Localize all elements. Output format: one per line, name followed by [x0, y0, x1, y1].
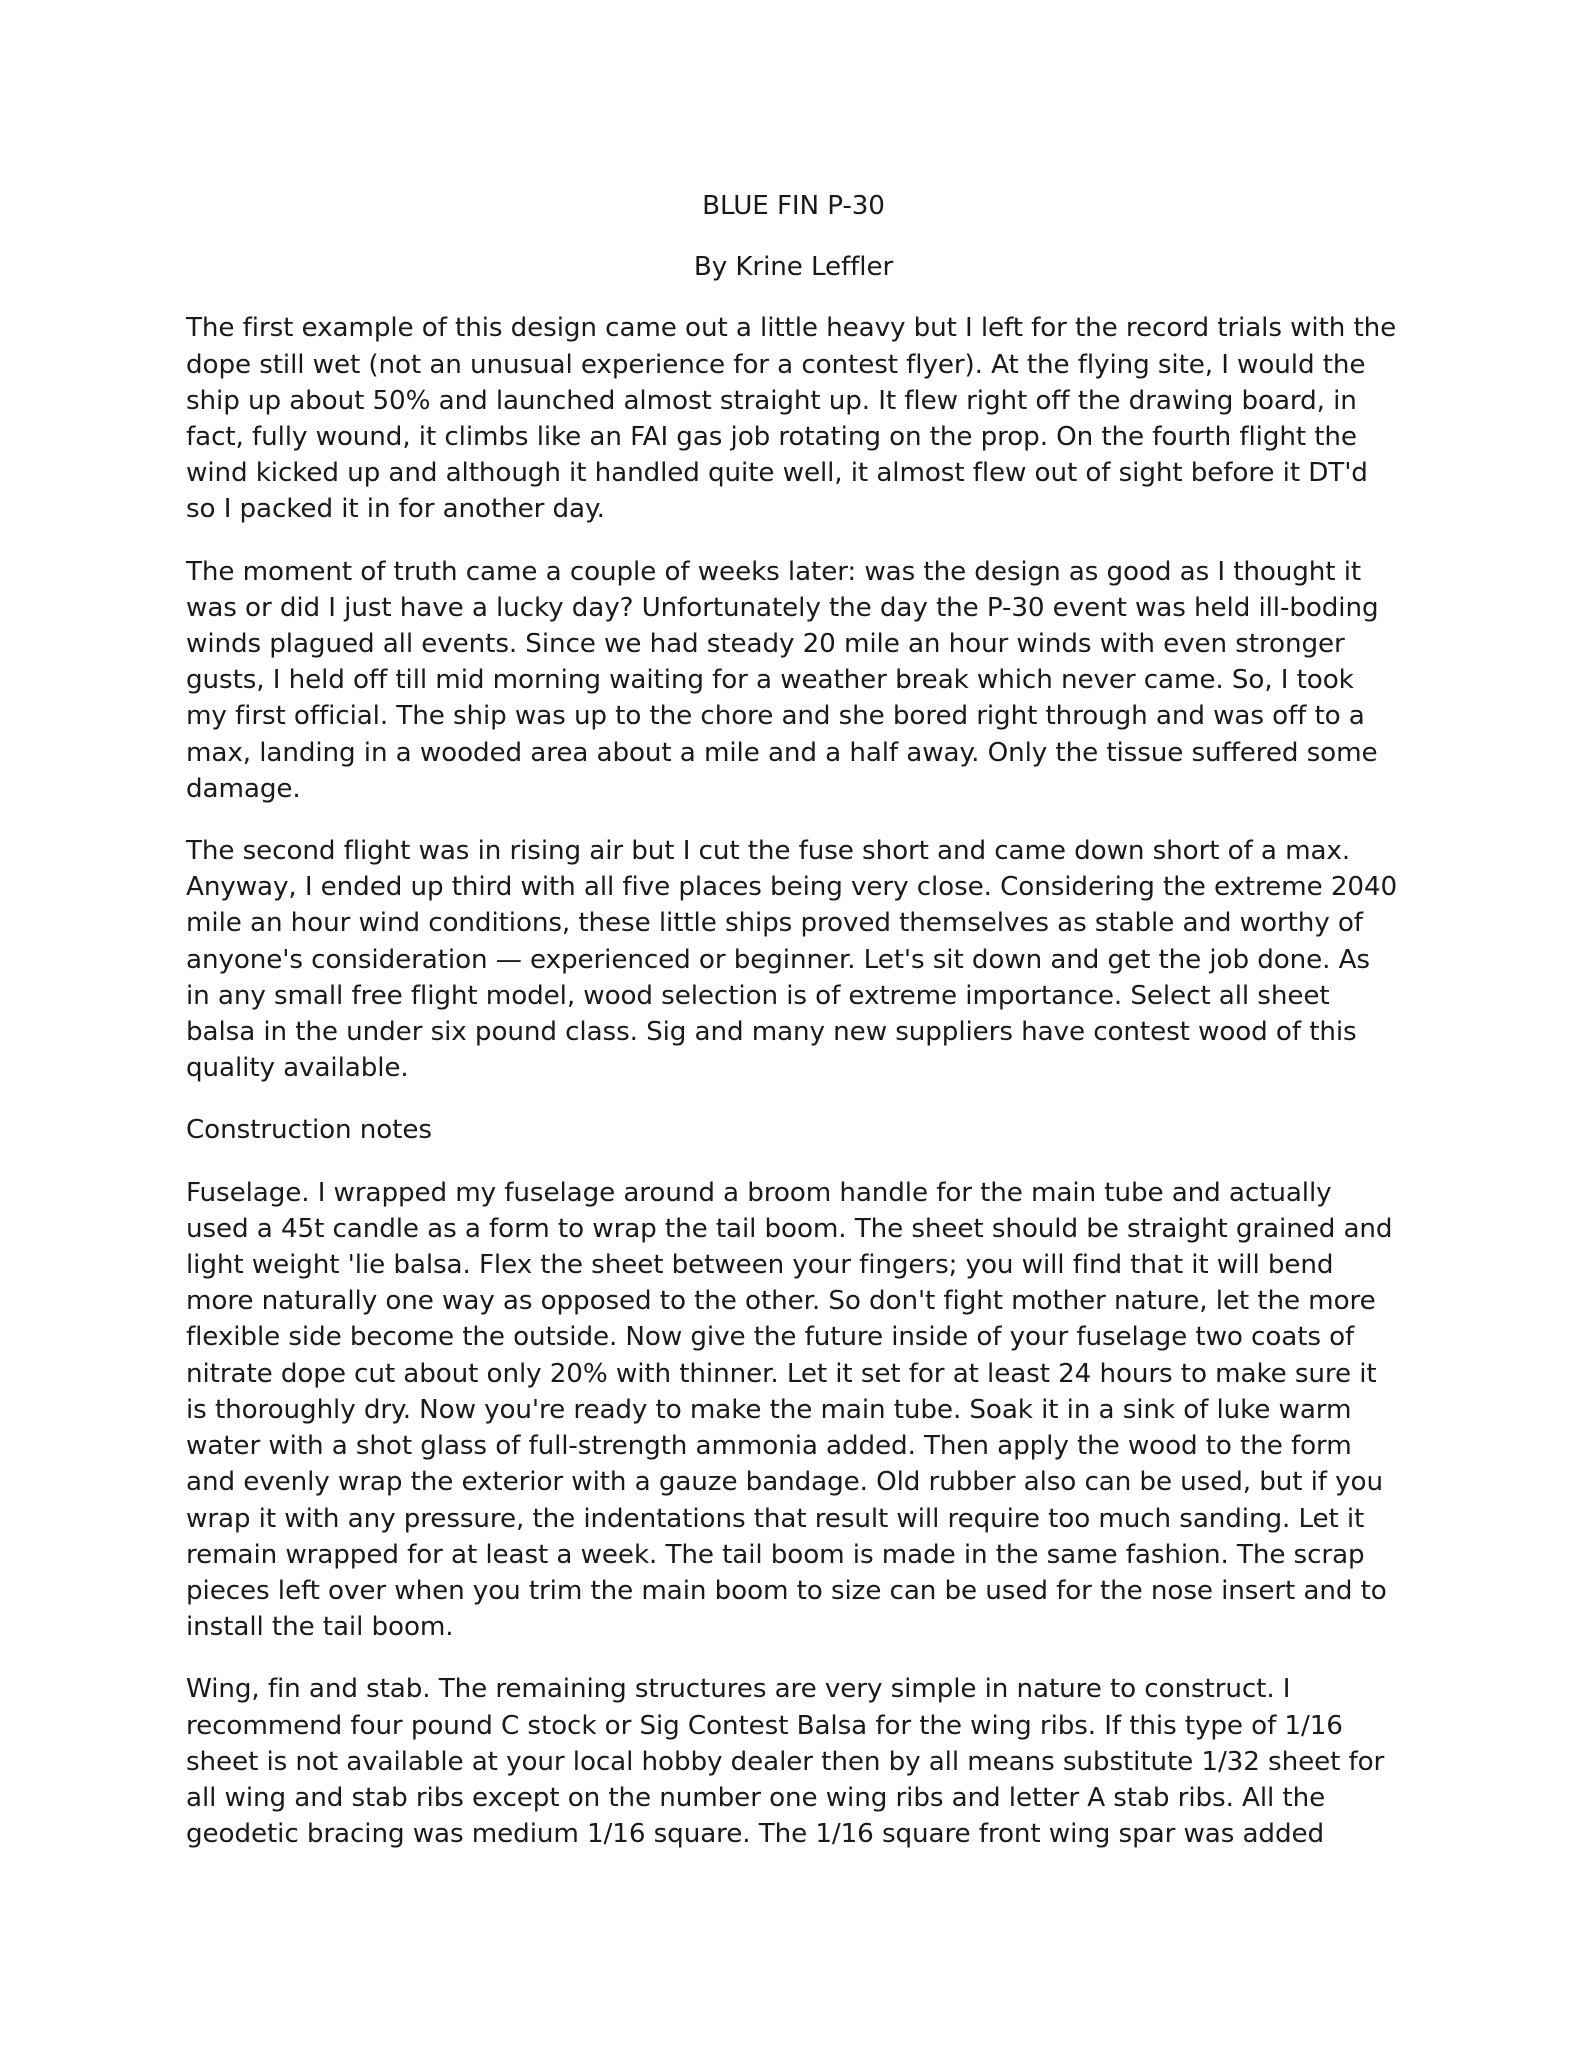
paragraph-intro-1: The first example of this design came out a little heavy but I left for the record trials with the dope still wet (not an unusual experience for a contest flyer). At the flying site, I would the ship up about 50% and launched almost straight up. It flew right off the drawing board, in fact, fully wound, it climbs like an FAI gas job rotating on the prop. On the fourth flight the wind kicked up and although it handled quite well, it almost flew out of sight before it DT'd so I packed it in for another day.	[186, 313, 1397, 525]
paragraph-wing-fin-stab: Wing, fin and stab. The remaining structures are very simple in nature to construct. I recommend four pound C stock or Sig Contest Balsa for the wing ribs. If this type of 1/16 sheet is not available at your local hobby dealer then by all means substitute 1/32 sheet for all wing and stab ribs except on the number one wing ribs and letter A stab ribs. All the geodetic bracing was medium 1/16 square. The 1/16 square front wing spar was added	[186, 1674, 1385, 1850]
paragraph-intro-2: The moment of truth came a couple of weeks later: was the design as good as I thought it was or did I just have a lucky day? Unfortunately the day the P-30 event was held ill-boding winds plagued all events. Since we had steady 20 mile an hour winds with even stronger gusts, I held off till mid morning waiting for a weather break which never came. So, I took my first official. The ship was up to the chore and she bored right through and was off to a max, landing in a wooded area about a mile and a half away. Only the tissue suffered some damage.	[186, 556, 1379, 804]
document-title: BLUE FIN P-30	[702, 191, 885, 221]
document-body	[186, 188, 1401, 1878]
paragraph-fuselage: Fuselage. I wrapped my fuselage around a broom handle for the main tube and actually used a 45t candle as a form to wrap the tail boom. The sheet should be straight grained and light weight 'lie balsa. Flex the sheet between your fingers; you will find that it will bend more naturally one way as opposed to the other. So don't fight mother nature, let the more flexible side become the outside. Now give the future inside of your fuselage two coats of nitrate dope cut about only 20% with thinner. Let it set for at least 24 hours to make sure it is thoroughly dry. Now you're ready to make the main tube. Soak it in a sink of luke warm water with a shot glass of full-strength ammonia added. Then apply the wood to the form and evenly wrap the exterior with a gauze bandage. Old rubber also can be used, but if you wrap it with any pressure, the indentations that result will require too much sanding. Let it remain wrapped for at least a week. The tail boom is made in the same fashion. The scrap pieces left over when you trim the main boom to size can be used for the nose insert and to install the tail boom.	[186, 1177, 1393, 1643]
document-byline: By Krine Leffler	[693, 252, 894, 283]
section-heading-construction: Construction notes	[186, 1115, 432, 1146]
paragraph-intro-3: The second flight was in rising air but I cut the fuse short and came down short of a max. Anyway, I ended up third with all five places being very close. Considering the extreme 2040 mile an hour wind conditions, these little ships proved themselves as stable and worthy of anyone's consideration — experienced or beginner. Let's sit down and get the job done. As in any small free flight model, wood selection is of extreme importance. Select all sheet balsa in the under six pound class. Sig and many new suppliers have contest wood of this quality available.	[186, 836, 1398, 1084]
